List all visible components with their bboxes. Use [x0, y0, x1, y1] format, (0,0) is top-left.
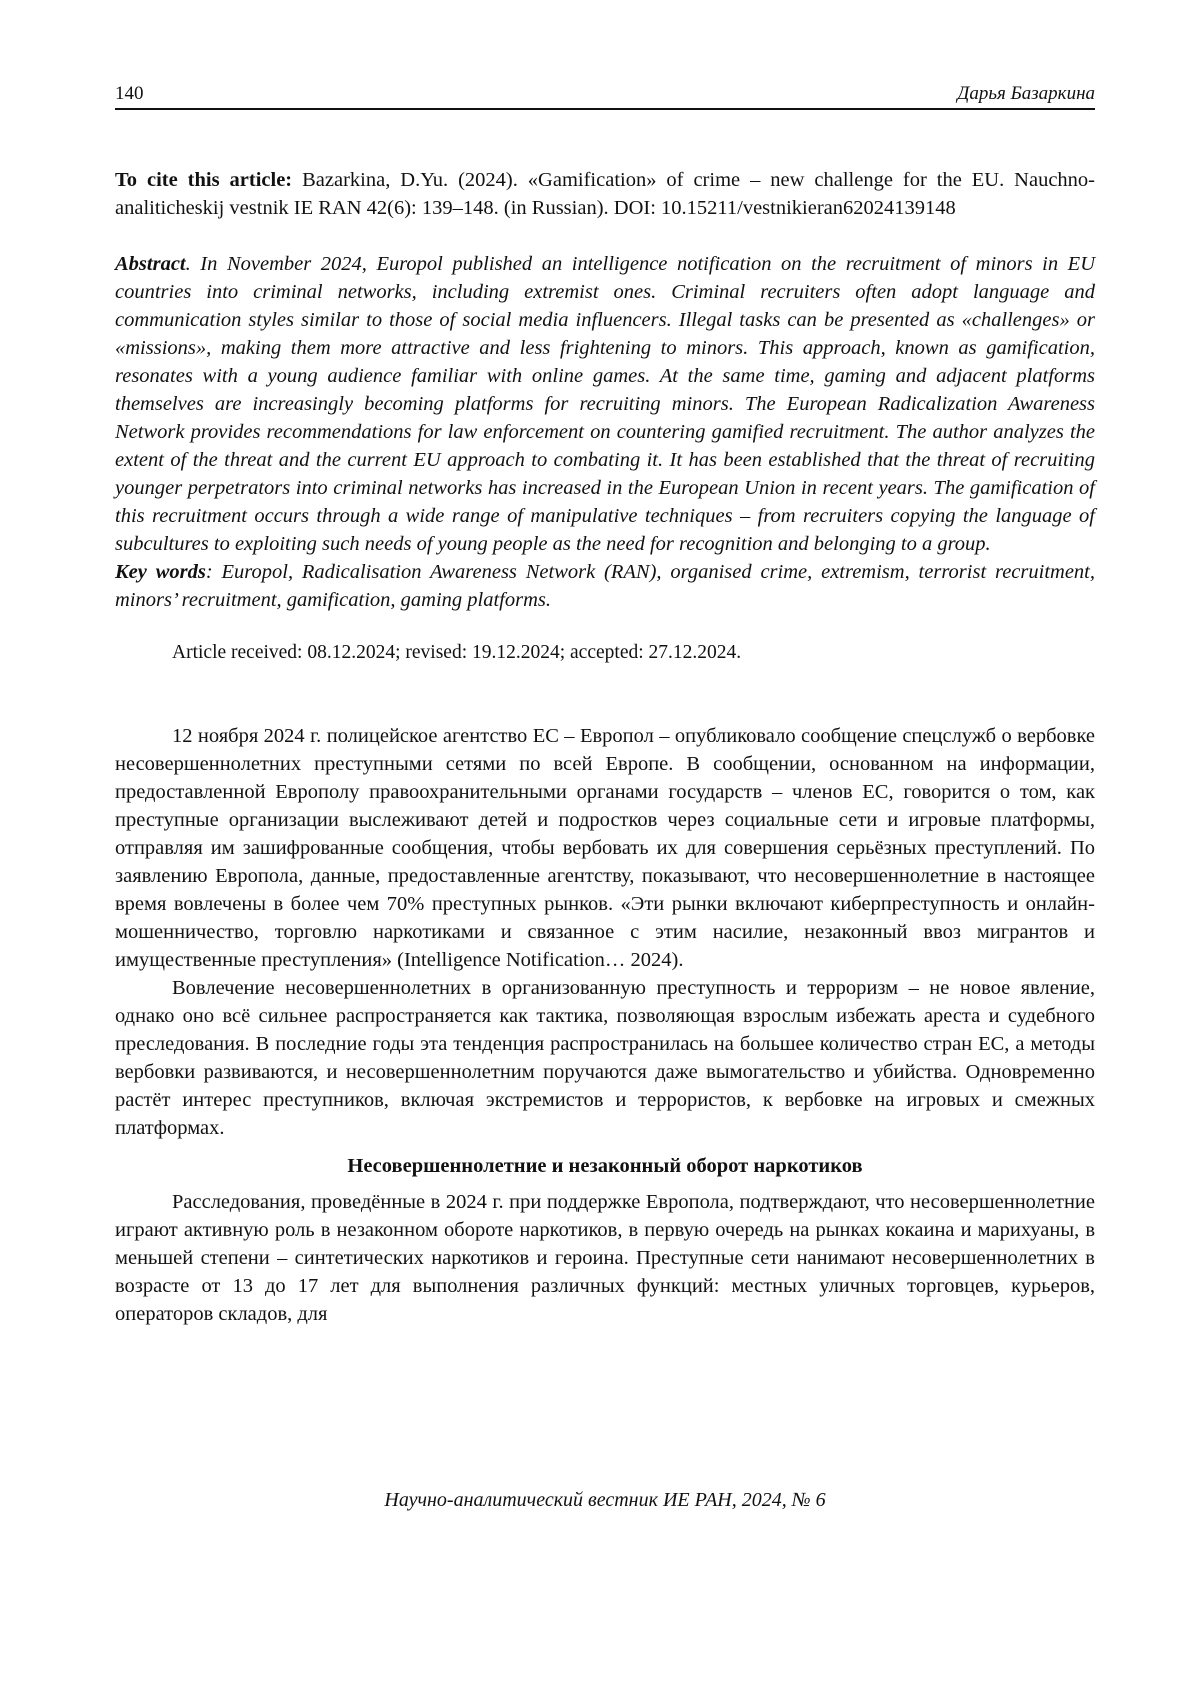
body-paragraph: Расследования, проведённые в 2024 г. при поддержке Европола, подтверждают, что несовершеннолетние играют активную роль в незаконном обороте наркотиков, в первую очередь на рынках кокаина и марихуаны, в меньшей степени – синтетических наркотиков и героина. Преступные сети нанимают несовершеннолетних в возрасте от 13 до 17 лет для выполнения различных функций: местных уличных торговцев, курьеров, операторов складов, для — [115, 1191, 1095, 1325]
body-paragraph: Вовлечение несовершеннолетних в организованную преступность и терроризм – не новое явление, однако оно всё сильнее распространяется как тактика, позволяющая взрослым избежать ареста и судебного преследования. В последние годы эта тенденция распространилась на большее количество стран ЕС, а методы вербовки развиваются, и несовершеннолетним поручаются даже вымогательство и убийства. Одновременно растёт интерес преступников, включая экстремистов и террористов, к вербовке на игровых и смежных платформах. — [115, 977, 1095, 1139]
running-footer: Научно-аналитический вестник ИЕ РАН, 2024, № 6 — [384, 1489, 826, 1511]
keywords-text: : Europol, Radicalisation Awareness Network (RAN), organised crime, extremism, terrorist recruitment, minors’ recruitment, gamification, gaming platforms. — [115, 561, 1095, 611]
keywords-label: Key words — [115, 561, 206, 583]
article-dates: Article received: 08.12.2024; revised: 19.12.2024; accepted: 27.12.2024. — [172, 642, 742, 663]
article-body — [115, 722, 1095, 1328]
citation-text: Bazarkina, D.Yu. (2024). «Gamification» of crime – new challenge for the EU. Nauchno-analiticheskij vestnik IE RAN 42(6): 139–148. (in Russian). DOI: 10.15211/vestnikieran62024139148 — [115, 169, 1095, 219]
abstract-text: . In November 2024, Europol published an intelligence notification on the recruitment of minors in EU countries into criminal networks, including extremist ones. Criminal recruiters often adopt language and communication styles similar to those of social media influencers. Illegal tasks can be presented as «challenges» or «missions», making them more attractive and less frightening to minors. This approach, known as gamification, resonates with a young audience familiar with online games. At the same time, gaming and adjacent platforms themselves are increasingly becoming platforms for recruiting minors. The European Radicalization Awareness Network provides recommendations for law enforcement on countering gamified recruitment. The author analyzes the extent of the threat and the current EU approach to combating it. It has been established that the threat of recruiting younger perpetrators into criminal networks has increased in the European Union in recent years. The gamification of this recruitment occurs through a wide range of manipulative techniques – from recruiters copying the language of subcultures to exploiting such needs of young people as the need for recognition and belonging to a group. — [115, 253, 1095, 555]
citation-label: To cite this article: — [115, 169, 293, 191]
page-number: 140 — [115, 83, 144, 104]
page — [115, 82, 1095, 1328]
header-author: Дарья Базаркина — [957, 83, 1095, 104]
abstract-label: Abstract — [115, 253, 186, 275]
citation-block — [115, 166, 1095, 222]
running-header — [115, 82, 1095, 110]
body-paragraph: 12 ноября 2024 г. полицейское агентство ЕС – Европол – опубликовало сообщение спецслужб о вербовке несовершеннолетних преступными сетями по всей Европе. В сообщении, основанном на информации, предоставленной Европолу правоохранительными органами государств – членов ЕС, говорится о том, как преступные организации выслеживают детей и подростков через социальные сети и игровые платформы, отправляя им зашифрованные сообщения, чтобы вербовать их для совершения серьёзных преступлений. По заявлению Европола, данные, предоставленные агентству, показывают, что несовершеннолетние в настоящее время вовлечены в более чем 70% преступных рынков. «Эти рынки включают киберпреступность и онлайн-мошенничество, торговлю наркотиками и связанное с этим насилие, незаконный ввоз мигрантов и имущественные преступления» (Intelligence Notification… 2024). — [115, 725, 1095, 971]
keywords-block — [115, 558, 1095, 614]
section-heading: Несовершеннолетние и незаконный оборот наркотиков — [347, 1155, 863, 1177]
abstract-block — [115, 250, 1095, 558]
